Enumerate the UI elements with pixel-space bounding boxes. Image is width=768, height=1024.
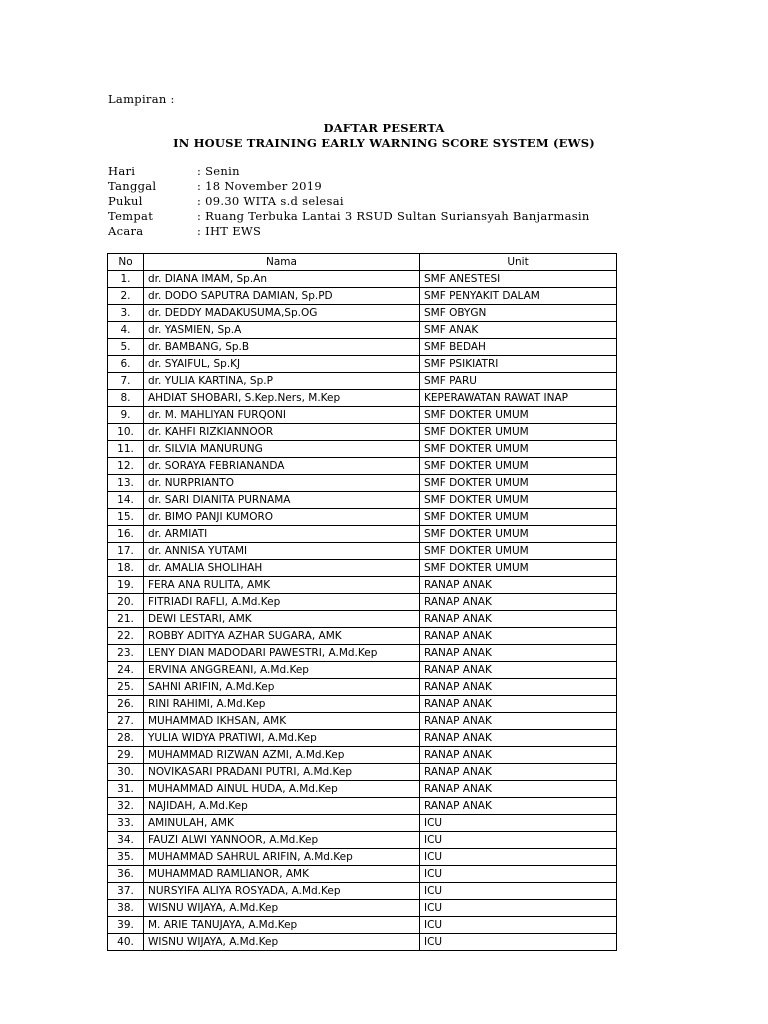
cell-nama: dr. ANNISA YUTAMI [144, 543, 420, 560]
info-label: Acara [108, 224, 144, 238]
cell-no: 34. [108, 832, 144, 849]
header-nama: Nama [144, 254, 420, 271]
header-no: No [108, 254, 144, 271]
cell-no: 23. [108, 645, 144, 662]
table-row [108, 815, 617, 832]
cell-no: 22. [108, 628, 144, 645]
cell-unit: ICU [420, 917, 617, 934]
table-row [108, 424, 617, 441]
table-row [108, 832, 617, 849]
cell-no: 5. [108, 339, 144, 356]
cell-unit: RANAP ANAK [420, 747, 617, 764]
cell-nama: AMINULAH, AMK [144, 815, 420, 832]
cell-nama: dr. SYAIFUL, Sp.KJ [144, 356, 420, 373]
cell-no: 21. [108, 611, 144, 628]
cell-nama: dr. SARI DIANITA PURNAMA [144, 492, 420, 509]
cell-nama: NAJIDAH, A.Md.Kep [144, 798, 420, 815]
table-row [108, 526, 617, 543]
cell-unit: ICU [420, 934, 617, 951]
cell-no: 26. [108, 696, 144, 713]
table-row [108, 322, 617, 339]
cell-nama: dr. BIMO PANJI KUMORO [144, 509, 420, 526]
table-row [108, 747, 617, 764]
table-row [108, 441, 617, 458]
cell-nama: dr. DIANA IMAM, Sp.An [144, 271, 420, 288]
cell-no: 1. [108, 271, 144, 288]
cell-no: 11. [108, 441, 144, 458]
cell-nama: DEWI LESTARI, AMK [144, 611, 420, 628]
cell-unit: ICU [420, 849, 617, 866]
cell-nama: MUHAMMAD RAMLIANOR, AMK [144, 866, 420, 883]
cell-unit: RANAP ANAK [420, 798, 617, 815]
cell-no: 14. [108, 492, 144, 509]
table-row [108, 492, 617, 509]
cell-unit: RANAP ANAK [420, 730, 617, 747]
table-row [108, 475, 617, 492]
info-value: : Senin [197, 164, 240, 178]
table-row [108, 900, 617, 917]
cell-nama: dr. SORAYA FEBRIANANDA [144, 458, 420, 475]
cell-nama: dr. AMALIA SHOLIHAH [144, 560, 420, 577]
cell-no: 29. [108, 747, 144, 764]
cell-unit: SMF DOKTER UMUM [420, 407, 617, 424]
event-info [108, 164, 590, 239]
cell-unit: SMF DOKTER UMUM [420, 424, 617, 441]
cell-nama: ROBBY ADITYA AZHAR SUGARA, AMK [144, 628, 420, 645]
cell-no: 9. [108, 407, 144, 424]
table-row [108, 730, 617, 747]
cell-nama: RINI RAHIMI, A.Md.Kep [144, 696, 420, 713]
table-body [108, 271, 617, 951]
table-row [108, 798, 617, 815]
info-row-acara [108, 224, 590, 239]
cell-unit: ICU [420, 900, 617, 917]
info-value: : 18 November 2019 [197, 179, 322, 193]
cell-unit: SMF DOKTER UMUM [420, 543, 617, 560]
cell-unit: SMF DOKTER UMUM [420, 509, 617, 526]
cell-no: 40. [108, 934, 144, 951]
cell-no: 38. [108, 900, 144, 917]
cell-nama: MUHAMMAD RIZWAN AZMI, A.Md.Kep [144, 747, 420, 764]
table-row [108, 339, 617, 356]
cell-nama: M. ARIE TANUJAYA, A.Md.Kep [144, 917, 420, 934]
cell-no: 19. [108, 577, 144, 594]
info-label: Pukul [108, 194, 143, 208]
table-row [108, 560, 617, 577]
table-row [108, 849, 617, 866]
cell-unit: SMF DOKTER UMUM [420, 458, 617, 475]
cell-no: 10. [108, 424, 144, 441]
cell-unit: KEPERAWATAN RAWAT INAP [420, 390, 617, 407]
cell-nama: dr. M. MAHLIYAN FURQONI [144, 407, 420, 424]
cell-no: 32. [108, 798, 144, 815]
table-row [108, 390, 617, 407]
info-label: Hari [108, 164, 136, 178]
info-row-hari [108, 164, 590, 179]
cell-unit: SMF DOKTER UMUM [420, 441, 617, 458]
cell-no: 12. [108, 458, 144, 475]
cell-nama: MUHAMMAD AINUL HUDA, A.Md.Kep [144, 781, 420, 798]
cell-no: 30. [108, 764, 144, 781]
cell-unit: RANAP ANAK [420, 594, 617, 611]
cell-unit: SMF PSIKIATRI [420, 356, 617, 373]
info-value: : 09.30 WITA s.d selesai [197, 194, 344, 208]
cell-nama: FERA ANA RULITA, AMK [144, 577, 420, 594]
cell-unit: RANAP ANAK [420, 679, 617, 696]
cell-no: 15. [108, 509, 144, 526]
cell-no: 7. [108, 373, 144, 390]
cell-nama: FAUZI ALWI YANNOOR, A.Md.Kep [144, 832, 420, 849]
info-value: : IHT EWS [197, 224, 262, 238]
table-row [108, 662, 617, 679]
table-row [108, 713, 617, 730]
table-row [108, 764, 617, 781]
cell-unit: SMF PARU [420, 373, 617, 390]
info-row-tanggal [108, 179, 590, 194]
table-row [108, 373, 617, 390]
table-row [108, 917, 617, 934]
cell-nama: dr. DODO SAPUTRA DAMIAN, Sp.PD [144, 288, 420, 305]
cell-unit: RANAP ANAK [420, 577, 617, 594]
table-row [108, 271, 617, 288]
table-row [108, 407, 617, 424]
cell-unit: RANAP ANAK [420, 696, 617, 713]
cell-nama: NOVIKASARI PRADANI PUTRI, A.Md.Kep [144, 764, 420, 781]
cell-no: 25. [108, 679, 144, 696]
cell-unit: RANAP ANAK [420, 764, 617, 781]
cell-unit: SMF ANAK [420, 322, 617, 339]
cell-no: 35. [108, 849, 144, 866]
info-label: Tempat [108, 209, 154, 223]
info-row-tempat [108, 209, 590, 224]
cell-no: 37. [108, 883, 144, 900]
table-header-row [108, 254, 617, 271]
cell-unit: SMF PENYAKIT DALAM [420, 288, 617, 305]
cell-unit: ICU [420, 883, 617, 900]
cell-no: 31. [108, 781, 144, 798]
attachment-label: Lampiran : [108, 92, 175, 106]
cell-nama: dr. NURPRIANTO [144, 475, 420, 492]
table-row [108, 577, 617, 594]
cell-unit: ICU [420, 866, 617, 883]
table-row [108, 509, 617, 526]
cell-nama: WISNU WIJAYA, A.Md.Kep [144, 934, 420, 951]
cell-no: 13. [108, 475, 144, 492]
cell-no: 18. [108, 560, 144, 577]
cell-no: 17. [108, 543, 144, 560]
table-row [108, 866, 617, 883]
cell-no: 39. [108, 917, 144, 934]
table-row [108, 781, 617, 798]
cell-unit: SMF DOKTER UMUM [420, 560, 617, 577]
cell-nama: SAHNI ARIFIN, A.Md.Kep [144, 679, 420, 696]
table-row [108, 628, 617, 645]
cell-nama: dr. YASMIEN, Sp.A [144, 322, 420, 339]
cell-unit: RANAP ANAK [420, 645, 617, 662]
table-row [108, 305, 617, 322]
info-label: Tanggal [108, 179, 157, 193]
cell-nama: dr. YULIA KARTINA, Sp.P [144, 373, 420, 390]
cell-unit: SMF DOKTER UMUM [420, 492, 617, 509]
cell-no: 3. [108, 305, 144, 322]
cell-nama: LENY DIAN MADODARI PAWESTRI, A.Md.Kep [144, 645, 420, 662]
cell-no: 8. [108, 390, 144, 407]
cell-nama: dr. SILVIA MANURUNG [144, 441, 420, 458]
info-value: : Ruang Terbuka Lantai 3 RSUD Sultan Suriansyah Banjarmasin [197, 209, 590, 223]
cell-nama: NURSYIFA ALIYA ROSYADA, A.Md.Kep [144, 883, 420, 900]
cell-no: 20. [108, 594, 144, 611]
table-row [108, 288, 617, 305]
cell-unit: RANAP ANAK [420, 662, 617, 679]
cell-nama: WISNU WIJAYA, A.Md.Kep [144, 900, 420, 917]
cell-no: 27. [108, 713, 144, 730]
cell-unit: SMF BEDAH [420, 339, 617, 356]
table-row [108, 934, 617, 951]
cell-no: 36. [108, 866, 144, 883]
cell-no: 24. [108, 662, 144, 679]
document-subtitle: IN HOUSE TRAINING EARLY WARNING SCORE SYSTEM (EWS) [173, 136, 595, 150]
cell-no: 6. [108, 356, 144, 373]
cell-no: 28. [108, 730, 144, 747]
cell-nama: dr. ARMIATI [144, 526, 420, 543]
table-row [108, 356, 617, 373]
table-row [108, 645, 617, 662]
cell-nama: FITRIADI RAFLI, A.Md.Kep [144, 594, 420, 611]
table-row [108, 543, 617, 560]
document-title: DAFTAR PESERTA [323, 121, 445, 135]
cell-unit: SMF ANESTESI [420, 271, 617, 288]
cell-unit: SMF OBYGN [420, 305, 617, 322]
cell-unit: ICU [420, 815, 617, 832]
cell-unit: SMF DOKTER UMUM [420, 475, 617, 492]
cell-no: 33. [108, 815, 144, 832]
cell-nama: MUHAMMAD SAHRUL ARIFIN, A.Md.Kep [144, 849, 420, 866]
cell-no: 16. [108, 526, 144, 543]
participant-table [107, 253, 617, 951]
cell-nama: MUHAMMAD IKHSAN, AMK [144, 713, 420, 730]
table-row [108, 594, 617, 611]
cell-unit: RANAP ANAK [420, 611, 617, 628]
table-row [108, 696, 617, 713]
cell-nama: dr. BAMBANG, Sp.B [144, 339, 420, 356]
table-row [108, 611, 617, 628]
cell-nama: dr. DEDDY MADAKUSUMA,Sp.OG [144, 305, 420, 322]
info-row-pukul [108, 194, 590, 209]
table-row [108, 458, 617, 475]
cell-nama: ERVINA ANGGREANI, A.Md.Kep [144, 662, 420, 679]
header-unit: Unit [420, 254, 617, 271]
cell-nama: AHDIAT SHOBARI, S.Kep.Ners, M.Kep [144, 390, 420, 407]
table-row [108, 679, 617, 696]
cell-unit: RANAP ANAK [420, 781, 617, 798]
cell-unit: RANAP ANAK [420, 628, 617, 645]
cell-unit: ICU [420, 832, 617, 849]
cell-no: 4. [108, 322, 144, 339]
cell-no: 2. [108, 288, 144, 305]
cell-nama: dr. KAHFI RIZKIANNOOR [144, 424, 420, 441]
cell-unit: SMF DOKTER UMUM [420, 526, 617, 543]
cell-nama: YULIA WIDYA PRATIWI, A.Md.Kep [144, 730, 420, 747]
table-row [108, 883, 617, 900]
cell-unit: RANAP ANAK [420, 713, 617, 730]
